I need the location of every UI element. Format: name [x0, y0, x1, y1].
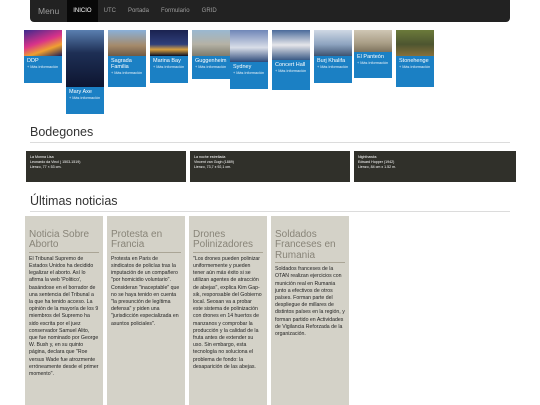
- bodegon-size: Lienzo, 73,7 x 92,1 cm.: [194, 165, 232, 169]
- card-title: Stonehenge: [399, 58, 429, 64]
- card-image: [108, 30, 146, 56]
- card-image: [314, 30, 352, 56]
- bodegon-size: Lienzo, 84 cm x 1.52 m.: [358, 165, 397, 169]
- card-image: [272, 30, 310, 60]
- news-column: [107, 216, 185, 405]
- card-image: [230, 30, 268, 62]
- nav-item-portada[interactable]: Portada: [127, 8, 149, 14]
- card-more-link[interactable]: + Más información: [275, 69, 307, 73]
- card-more-link[interactable]: + Más información: [69, 96, 101, 100]
- card-image: [24, 30, 62, 56]
- card-stonehenge[interactable]: [396, 30, 434, 87]
- noticias-divider: [30, 211, 510, 212]
- noticias-heading: Últimas noticias: [30, 194, 118, 208]
- card-more-link[interactable]: + Más información: [357, 61, 389, 65]
- card-title: Concert Hall: [275, 62, 306, 68]
- bodegon-author: Leonardo da Vinci ( 1503-1519): [30, 160, 81, 164]
- card-more-link[interactable]: + Más información: [27, 65, 59, 69]
- card-more-link[interactable]: + Más información: [153, 65, 185, 69]
- card-title: Mary Axe: [69, 89, 92, 95]
- news-body: Soldados franceses de la OTAN realizan ejercicios con munición real en Rumania junto a efectivos de otros países. Forman parte del despliegue de millares de distintos países en la región, y forman partido en Actividades de Vigilancia Reforzada de la organización.: [275, 266, 345, 338]
- bodegon-name: La noche estrellada: [194, 155, 226, 159]
- card-concert-hall[interactable]: [272, 30, 310, 90]
- card-image: [150, 30, 188, 56]
- news-body: El Tribunal Supremo de Estados Unidos ha decidido legalizar el aborto. Así lo afirma la web 'Politico', basándose en el borrador de una sentencia del Tribunal a la que ha tenido acceso. La opinión de la mayoría de los 9 miembros del Supremo ha sido escrita por el juez conservador Samuel Alito, que fue nominado por George W. Bush y, en su quinto página, declara que "Roe versus Wade fue atrozmente erróneamente desde el primer momento".: [29, 255, 99, 378]
- bodegones-divider: [30, 142, 510, 143]
- bodegon-size: Lienzo, 77 × 53 cm.: [30, 165, 62, 169]
- card-more-link[interactable]: + Más información: [233, 71, 265, 75]
- bodegon-name: La Monna Lisa: [30, 155, 54, 159]
- card-title: Guggenheim: [195, 58, 227, 64]
- card-more-link[interactable]: + Más información: [317, 65, 349, 69]
- card-more-link[interactable]: + Más información: [399, 65, 431, 69]
- card-marina-bay[interactable]: [150, 30, 188, 83]
- bodegon-name: Nighthawks: [358, 155, 377, 159]
- landmark-cards: [24, 30, 518, 114]
- news-body: "Los drones pueden polinizar uniformemente y pueden tener aún más éxito si se utilizan agentes de atracción de abejas", explica Kim Gap-sik, responsable del Gobierno local. Seosan va a probar este sistema de polinización con drones en 14 huertos de manzanos y comprobar la producción y la calidad de la fruta antes de extender su uso. Sin embargo, esta tecnología no soluciona el problema de fondo: la desaparición de las abejas.: [193, 255, 262, 370]
- bodegon-author: Vincent van Gogh (1889): [194, 160, 234, 164]
- card-ddp[interactable]: [24, 30, 62, 83]
- nav-item-formulario[interactable]: Formulario: [160, 8, 190, 14]
- card-image: [192, 30, 230, 56]
- bodegon-panel[interactable]: [354, 151, 516, 182]
- news-title[interactable]: Noticia Sobre Aborto: [29, 230, 99, 253]
- card-title: Burj Khalifa: [317, 58, 346, 64]
- card-mary-axe[interactable]: [66, 30, 104, 114]
- card-title: El Panteón: [357, 54, 384, 60]
- bodegon-author: Edward Hopper (1942): [358, 160, 395, 164]
- news-title[interactable]: Soldados Franceses en Rumania: [275, 230, 345, 263]
- nav-item-grid[interactable]: GRID: [201, 8, 217, 14]
- card-image: [396, 30, 434, 56]
- top-navbar: [30, 0, 510, 22]
- card-title: Sydney: [233, 64, 252, 70]
- card-title: Marina Bay: [153, 58, 181, 64]
- bodegones-heading: Bodegones: [30, 125, 94, 139]
- card-image: [354, 30, 392, 52]
- nav-item-inicio[interactable]: INICIO: [67, 0, 97, 22]
- news-title[interactable]: Drones Polinizadores: [193, 230, 263, 253]
- bodegon-panel[interactable]: [26, 151, 186, 182]
- card-sagrada-familia[interactable]: [108, 30, 146, 87]
- news-column: [25, 216, 103, 405]
- nav-item-utc[interactable]: UTC: [103, 8, 116, 14]
- card-guggenheim[interactable]: [192, 30, 230, 79]
- news-column: [189, 216, 267, 405]
- card-more-link[interactable]: + Más información: [111, 71, 143, 75]
- card-title: DDP: [27, 58, 39, 64]
- card-more-link[interactable]: + Más información: [195, 65, 227, 69]
- news-body: Protesta en Paris de sindicatos de policías tras la imputación de un compañero "por homicidio voluntario". Consideran "inaceptable" que no se haya tenido en cuenta "la presunción de legítima defensa" y piden una "jurisdicción especializada en asuntos policiales".: [111, 255, 180, 327]
- navbar-brand[interactable]: Menu: [38, 6, 60, 16]
- news-column: [271, 216, 349, 405]
- bodegon-panel[interactable]: [190, 151, 350, 182]
- card-burj-khalifa[interactable]: [314, 30, 352, 83]
- card-sydney[interactable]: [230, 30, 268, 89]
- card-el-panteon[interactable]: [354, 30, 392, 78]
- card-title: Sagrada Familia: [111, 58, 132, 70]
- card-image: [66, 30, 104, 87]
- news-title[interactable]: Protesta en Francia: [111, 230, 181, 253]
